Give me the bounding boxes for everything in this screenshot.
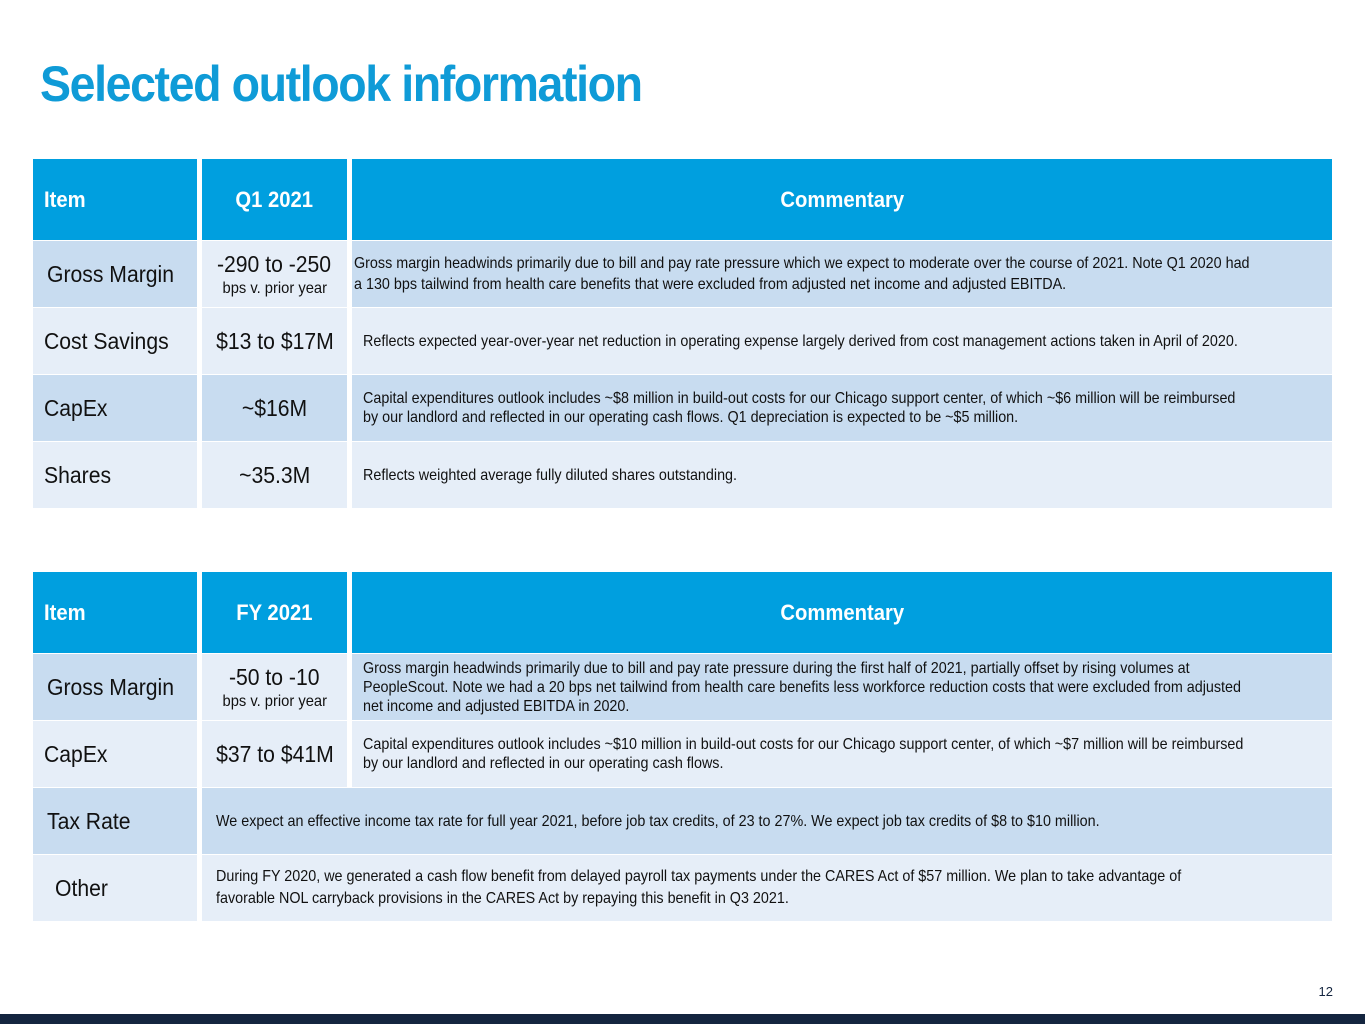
table-row-commentary: Capital expenditures outlook includes ~$8 million in build-out costs for our Chicago support center, of which ~$6 million will be reimbursed by our landlord and reflected in our operating cash flows. Q1 depreciation is expected to be ~$5 million. bbox=[352, 375, 1332, 441]
table-row-commentary: Reflects weighted average fully diluted shares outstanding. bbox=[352, 442, 1332, 508]
footer-bar bbox=[0, 1014, 1365, 1024]
table-row-commentary: Gross margin headwinds primarily due to bill and pay rate pressure during the first half of 2021, partially offset by rising volumes at PeopleScout. Note we had a 20 bps net tailwind from health care benefits less workforce reduction costs that were excluded from adjusted net income and adjusted EBITDA in 2020. bbox=[352, 654, 1332, 720]
table-row-value: -50 to -10 bps v. prior year bbox=[202, 654, 347, 720]
table-row-value: $37 to $41M bbox=[202, 721, 347, 787]
table-row-value: $13 to $17M bbox=[202, 308, 347, 374]
table-row-item: Gross Margin bbox=[33, 654, 197, 720]
table-row-commentary: Gross margin headwinds primarily due to bill and pay rate pressure which we expect to moderate over the course of 2021. Note Q1 2020 had a 130 bps tailwind from health care benefits that were excluded from adjusted net income and adjusted EBITDA. bbox=[352, 241, 1332, 307]
value-unit: bps v. prior year bbox=[222, 279, 327, 297]
table-row-commentary: During FY 2020, we generated a cash flow benefit from delayed payroll tax payments under the CARES Act of $57 million. We plan to take advantage of favorable NOL carryback provisions in the CARES Act by repaying this benefit in Q3 2021. bbox=[202, 855, 1332, 921]
table-row-item: Tax Rate bbox=[33, 788, 197, 854]
table-header-commentary: Commentary bbox=[352, 159, 1332, 240]
table-row-item: Gross Margin bbox=[33, 241, 197, 307]
page-title: Selected outlook information bbox=[40, 56, 642, 112]
table-row-value: ~35.3M bbox=[202, 442, 347, 508]
table-row-item: Shares bbox=[33, 442, 197, 508]
value-unit: bps v. prior year bbox=[222, 692, 327, 710]
table-header-commentary: Commentary bbox=[352, 572, 1332, 653]
table-row-value: -290 to -250 bps v. prior year bbox=[202, 241, 347, 307]
table-header-period: FY 2021 bbox=[202, 572, 347, 653]
table-row-item: CapEx bbox=[33, 721, 197, 787]
table-row-commentary: Capital expenditures outlook includes ~$10 million in build-out costs for our Chicago support center, of which ~$7 million will be reimbursed by our landlord and reflected in our operating cash flows. bbox=[352, 721, 1332, 787]
page-number: 12 bbox=[1318, 984, 1333, 999]
table-row-item: Cost Savings bbox=[33, 308, 197, 374]
table-row-commentary: Reflects expected year-over-year net reduction in operating expense largely derived from cost management actions taken in April of 2020. bbox=[352, 308, 1332, 374]
table-header-period: Q1 2021 bbox=[202, 159, 347, 240]
table-row-item: Other bbox=[33, 855, 197, 921]
table-header-item: Item bbox=[33, 159, 197, 240]
table-row-value: ~$16M bbox=[202, 375, 347, 441]
table-header-item: Item bbox=[33, 572, 197, 653]
table-row-item: CapEx bbox=[33, 375, 197, 441]
table-row-commentary: We expect an effective income tax rate for full year 2021, before job tax credits, of 23 to 27%. We expect job tax credits of $8 to $10 million. bbox=[202, 788, 1332, 854]
